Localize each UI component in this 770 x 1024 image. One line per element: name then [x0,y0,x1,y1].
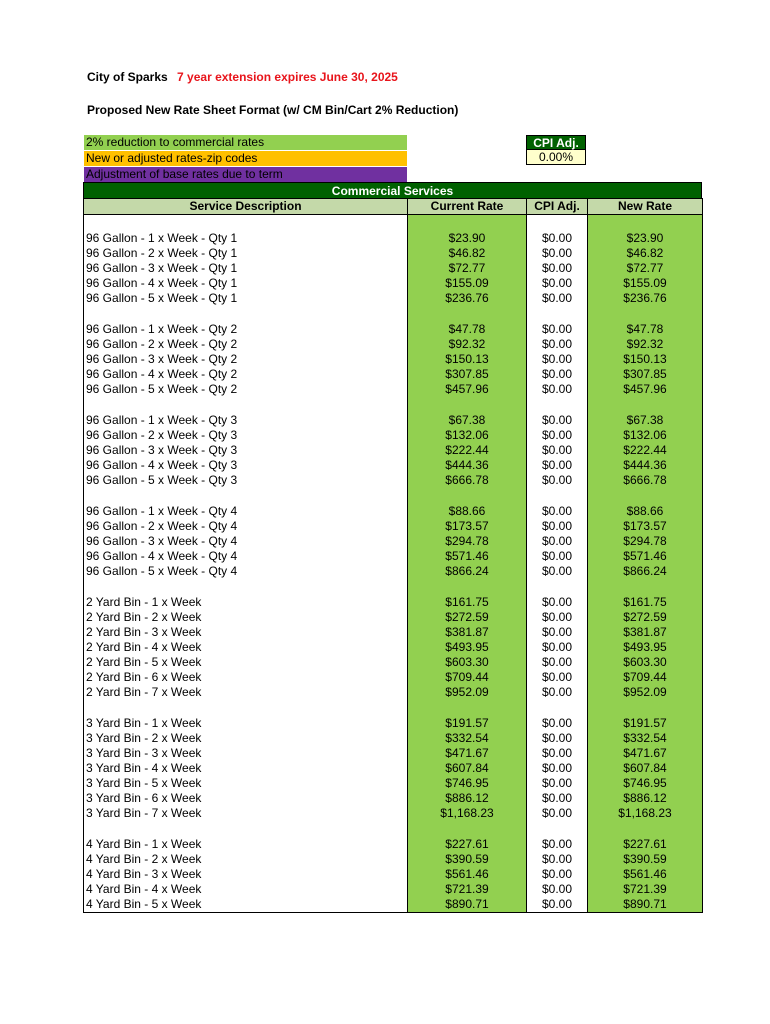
table-row [84,276,703,291]
cpi-adj-cell: $0.00 [527,776,588,791]
spacer-cell [84,700,408,716]
new-rate-cell: $161.75 [588,595,703,610]
current-rate-cell: $866.24 [408,564,527,579]
service-description-cell: 96 Gallon - 1 x Week - Qty 4 [84,504,408,519]
cpi-value: 0.00% [526,150,586,165]
cpi-adj-cell: $0.00 [527,534,588,549]
current-rate-cell: $332.54 [408,731,527,746]
current-rate-cell: $746.95 [408,776,527,791]
spacer-cell [408,397,527,413]
cpi-adj-cell: $0.00 [527,413,588,428]
cpi-adj-cell: $0.00 [527,610,588,625]
table-row [84,413,703,428]
current-rate-cell: $155.09 [408,276,527,291]
spacer-row [84,821,703,837]
table-row [84,837,703,852]
table-row [84,655,703,670]
cpi-adj-cell: $0.00 [527,852,588,867]
cpi-adj-cell: $0.00 [527,261,588,276]
service-description-cell: 3 Yard Bin - 5 x Week [84,776,408,791]
new-rate-cell: $272.59 [588,610,703,625]
new-rate-cell: $88.66 [588,504,703,519]
service-description-cell: 4 Yard Bin - 4 x Week [84,882,408,897]
table-row [84,685,703,700]
cpi-adj-cell: $0.00 [527,595,588,610]
legend-commercial-reduction: 2% reduction to commercial rates [84,135,407,150]
city-name: City of Sparks [87,70,168,84]
service-description-cell: 2 Yard Bin - 7 x Week [84,685,408,700]
service-description-cell: 96 Gallon - 4 x Week - Qty 4 [84,549,408,564]
new-rate-cell: $332.54 [588,731,703,746]
table-row [84,458,703,473]
new-rate-cell: $666.78 [588,473,703,488]
spacer-cell [527,700,588,716]
spacer-cell [588,306,703,322]
service-description-cell: 96 Gallon - 4 x Week - Qty 2 [84,367,408,382]
new-rate-cell: $603.30 [588,655,703,670]
table-row [84,322,703,337]
cpi-adj-cell: $0.00 [527,231,588,246]
service-description-cell: 96 Gallon - 2 x Week - Qty 1 [84,246,408,261]
new-rate-cell: $307.85 [588,367,703,382]
new-rate-cell: $67.38 [588,413,703,428]
table-row [84,549,703,564]
table-row [84,610,703,625]
cpi-adj-cell: $0.00 [527,276,588,291]
cpi-adj-cell: $0.00 [527,640,588,655]
document-title [87,70,398,84]
current-rate-cell: $72.77 [408,261,527,276]
new-rate-cell: $721.39 [588,882,703,897]
legend-base-rate-adjustment: Adjustment of base rates due to term [84,167,407,182]
new-rate-cell: $47.78 [588,322,703,337]
cpi-adj-cell: $0.00 [527,246,588,261]
service-description-cell: 4 Yard Bin - 3 x Week [84,867,408,882]
table-row [84,473,703,488]
spacer-cell [408,488,527,504]
table-row [84,246,703,261]
current-rate-cell: $191.57 [408,716,527,731]
service-description-cell: 4 Yard Bin - 2 x Week [84,852,408,867]
current-rate-cell: $493.95 [408,640,527,655]
spacer-cell [84,215,408,231]
spacer-row [84,306,703,322]
spacer-cell [588,397,703,413]
service-description-cell: 3 Yard Bin - 2 x Week [84,731,408,746]
rate-sheet [83,182,702,913]
spacer-cell [408,700,527,716]
table-row [84,564,703,579]
current-rate-cell: $561.46 [408,867,527,882]
cpi-adjustment-box [526,135,586,165]
service-description-cell: 96 Gallon - 5 x Week - Qty 2 [84,382,408,397]
table-row [84,640,703,655]
table-row [84,367,703,382]
new-rate-cell: $155.09 [588,276,703,291]
new-rate-cell: $1,168.23 [588,806,703,821]
table-row [84,428,703,443]
column-header-row [84,199,703,215]
spacer-cell [527,215,588,231]
cpi-adj-cell: $0.00 [527,625,588,640]
new-rate-cell: $72.77 [588,261,703,276]
new-rate-cell: $471.67 [588,746,703,761]
table-row [84,231,703,246]
table-row [84,806,703,821]
new-rate-cell: $571.46 [588,549,703,564]
cpi-adj-cell: $0.00 [527,367,588,382]
cpi-adj-cell: $0.00 [527,791,588,806]
cpi-adj-cell: $0.00 [527,564,588,579]
service-description-cell: 96 Gallon - 2 x Week - Qty 3 [84,428,408,443]
new-rate-cell: $709.44 [588,670,703,685]
spacer-cell [588,700,703,716]
table-row [84,897,703,913]
current-rate-cell: $47.78 [408,322,527,337]
new-rate-cell: $92.32 [588,337,703,352]
spacer-cell [588,215,703,231]
cpi-adj-cell: $0.00 [527,685,588,700]
column-header-new-rate: New Rate [588,199,703,215]
spacer-cell [84,821,408,837]
new-rate-cell: $866.24 [588,564,703,579]
spacer-cell [527,821,588,837]
new-rate-cell: $236.76 [588,291,703,306]
new-rate-cell: $150.13 [588,352,703,367]
new-rate-cell: $222.44 [588,443,703,458]
table-row [84,352,703,367]
service-description-cell: 96 Gallon - 3 x Week - Qty 3 [84,443,408,458]
spacer-row [84,397,703,413]
service-description-cell: 2 Yard Bin - 3 x Week [84,625,408,640]
new-rate-cell: $46.82 [588,246,703,261]
service-description-cell: 96 Gallon - 3 x Week - Qty 2 [84,352,408,367]
service-description-cell: 96 Gallon - 2 x Week - Qty 2 [84,337,408,352]
table-row [84,261,703,276]
current-rate-cell: $381.87 [408,625,527,640]
cpi-adj-cell: $0.00 [527,746,588,761]
new-rate-cell: $444.36 [588,458,703,473]
current-rate-cell: $709.44 [408,670,527,685]
cpi-adj-cell: $0.00 [527,382,588,397]
spacer-row [84,215,703,231]
spacer-cell [408,306,527,322]
spacer-cell [408,579,527,595]
new-rate-cell: $173.57 [588,519,703,534]
cpi-adj-cell: $0.00 [527,670,588,685]
table-row [84,791,703,806]
table-row [84,731,703,746]
service-description-cell: 96 Gallon - 5 x Week - Qty 1 [84,291,408,306]
service-description-cell: 96 Gallon - 1 x Week - Qty 3 [84,413,408,428]
current-rate-cell: $272.59 [408,610,527,625]
service-description-cell: 2 Yard Bin - 1 x Week [84,595,408,610]
cpi-adj-cell: $0.00 [527,549,588,564]
cpi-adj-cell: $0.00 [527,322,588,337]
current-rate-cell: $227.61 [408,837,527,852]
spacer-cell [408,821,527,837]
current-rate-cell: $1,168.23 [408,806,527,821]
service-description-cell: 96 Gallon - 1 x Week - Qty 2 [84,322,408,337]
current-rate-cell: $150.13 [408,352,527,367]
current-rate-cell: $236.76 [408,291,527,306]
current-rate-cell: $890.71 [408,897,527,913]
new-rate-cell: $381.87 [588,625,703,640]
cpi-label: CPI Adj. [526,135,586,150]
legend-new-adjusted-rates: New or adjusted rates-zip codes [84,151,407,166]
table-row [84,595,703,610]
cpi-adj-cell: $0.00 [527,473,588,488]
service-description-cell: 3 Yard Bin - 1 x Week [84,716,408,731]
current-rate-cell: $23.90 [408,231,527,246]
table-row [84,852,703,867]
new-rate-cell: $23.90 [588,231,703,246]
extension-note: 7 year extension expires June 30, 2025 [177,70,398,84]
rate-table-body [84,215,703,913]
cpi-adj-cell: $0.00 [527,867,588,882]
spacer-cell [527,488,588,504]
current-rate-cell: $222.44 [408,443,527,458]
current-rate-cell: $132.06 [408,428,527,443]
table-row [84,504,703,519]
current-rate-cell: $173.57 [408,519,527,534]
new-rate-cell: $607.84 [588,761,703,776]
service-description-cell: 3 Yard Bin - 3 x Week [84,746,408,761]
rate-table [83,198,703,913]
new-rate-cell: $132.06 [588,428,703,443]
spacer-cell [527,306,588,322]
service-description-cell: 96 Gallon - 3 x Week - Qty 4 [84,534,408,549]
current-rate-cell: $307.85 [408,367,527,382]
cpi-adj-cell: $0.00 [527,897,588,913]
table-row [84,761,703,776]
cpi-adj-cell: $0.00 [527,716,588,731]
table-row [84,337,703,352]
current-rate-cell: $457.96 [408,382,527,397]
cpi-adj-cell: $0.00 [527,882,588,897]
current-rate-cell: $571.46 [408,549,527,564]
current-rate-cell: $471.67 [408,746,527,761]
cpi-adj-cell: $0.00 [527,761,588,776]
document-subtitle: Proposed New Rate Sheet Format (w/ CM Bin/Cart 2% Reduction) [87,103,459,117]
spacer-cell [84,579,408,595]
current-rate-cell: $607.84 [408,761,527,776]
spacer-cell [527,397,588,413]
new-rate-cell: $890.71 [588,897,703,913]
table-row [84,443,703,458]
service-description-cell: 96 Gallon - 4 x Week - Qty 3 [84,458,408,473]
table-row [84,382,703,397]
new-rate-cell: $457.96 [588,382,703,397]
table-row [84,670,703,685]
current-rate-cell: $666.78 [408,473,527,488]
new-rate-cell: $191.57 [588,716,703,731]
table-row [84,776,703,791]
cpi-adj-cell: $0.00 [527,291,588,306]
cpi-adj-cell: $0.00 [527,519,588,534]
section-title: Commercial Services [83,182,702,198]
current-rate-cell: $390.59 [408,852,527,867]
service-description-cell: 4 Yard Bin - 1 x Week [84,837,408,852]
new-rate-cell: $493.95 [588,640,703,655]
current-rate-cell: $88.66 [408,504,527,519]
table-row [84,867,703,882]
spacer-cell [588,821,703,837]
new-rate-cell: $561.46 [588,867,703,882]
cpi-adj-cell: $0.00 [527,837,588,852]
service-description-cell: 96 Gallon - 4 x Week - Qty 1 [84,276,408,291]
service-description-cell: 3 Yard Bin - 6 x Week [84,791,408,806]
service-description-cell: 96 Gallon - 5 x Week - Qty 3 [84,473,408,488]
column-header-cpi-adj: CPI Adj. [527,199,588,215]
spacer-row [84,579,703,595]
table-row [84,746,703,761]
current-rate-cell: $92.32 [408,337,527,352]
table-row [84,716,703,731]
cpi-adj-cell: $0.00 [527,352,588,367]
spacer-cell [588,488,703,504]
service-description-cell: 96 Gallon - 2 x Week - Qty 4 [84,519,408,534]
spacer-cell [84,306,408,322]
current-rate-cell: $952.09 [408,685,527,700]
current-rate-cell: $67.38 [408,413,527,428]
current-rate-cell: $721.39 [408,882,527,897]
service-description-cell: 4 Yard Bin - 5 x Week [84,897,408,913]
service-description-cell: 2 Yard Bin - 2 x Week [84,610,408,625]
service-description-cell: 96 Gallon - 3 x Week - Qty 1 [84,261,408,276]
current-rate-cell: $603.30 [408,655,527,670]
new-rate-cell: $952.09 [588,685,703,700]
new-rate-cell: $227.61 [588,837,703,852]
table-row [84,291,703,306]
current-rate-cell: $444.36 [408,458,527,473]
service-description-cell: 96 Gallon - 1 x Week - Qty 1 [84,231,408,246]
cpi-adj-cell: $0.00 [527,458,588,473]
new-rate-cell: $886.12 [588,791,703,806]
current-rate-cell: $294.78 [408,534,527,549]
new-rate-cell: $294.78 [588,534,703,549]
cpi-adj-cell: $0.00 [527,806,588,821]
new-rate-cell: $390.59 [588,852,703,867]
cpi-adj-cell: $0.00 [527,731,588,746]
current-rate-cell: $161.75 [408,595,527,610]
current-rate-cell: $886.12 [408,791,527,806]
cpi-adj-cell: $0.00 [527,504,588,519]
column-header-service-description: Service Description [84,199,408,215]
service-description-cell: 3 Yard Bin - 4 x Week [84,761,408,776]
service-description-cell: 2 Yard Bin - 5 x Week [84,655,408,670]
spacer-cell [527,579,588,595]
spacer-row [84,700,703,716]
spacer-cell [588,579,703,595]
table-row [84,534,703,549]
cpi-adj-cell: $0.00 [527,337,588,352]
cpi-adj-cell: $0.00 [527,443,588,458]
spacer-cell [84,488,408,504]
service-description-cell: 96 Gallon - 5 x Week - Qty 4 [84,564,408,579]
service-description-cell: 2 Yard Bin - 6 x Week [84,670,408,685]
spacer-cell [84,397,408,413]
service-description-cell: 2 Yard Bin - 4 x Week [84,640,408,655]
service-description-cell: 3 Yard Bin - 7 x Week [84,806,408,821]
new-rate-cell: $746.95 [588,776,703,791]
spacer-row [84,488,703,504]
spacer-cell [408,215,527,231]
current-rate-cell: $46.82 [408,246,527,261]
cpi-adj-cell: $0.00 [527,655,588,670]
table-row [84,519,703,534]
table-row [84,882,703,897]
cpi-adj-cell: $0.00 [527,428,588,443]
column-header-current-rate: Current Rate [408,199,527,215]
table-row [84,625,703,640]
